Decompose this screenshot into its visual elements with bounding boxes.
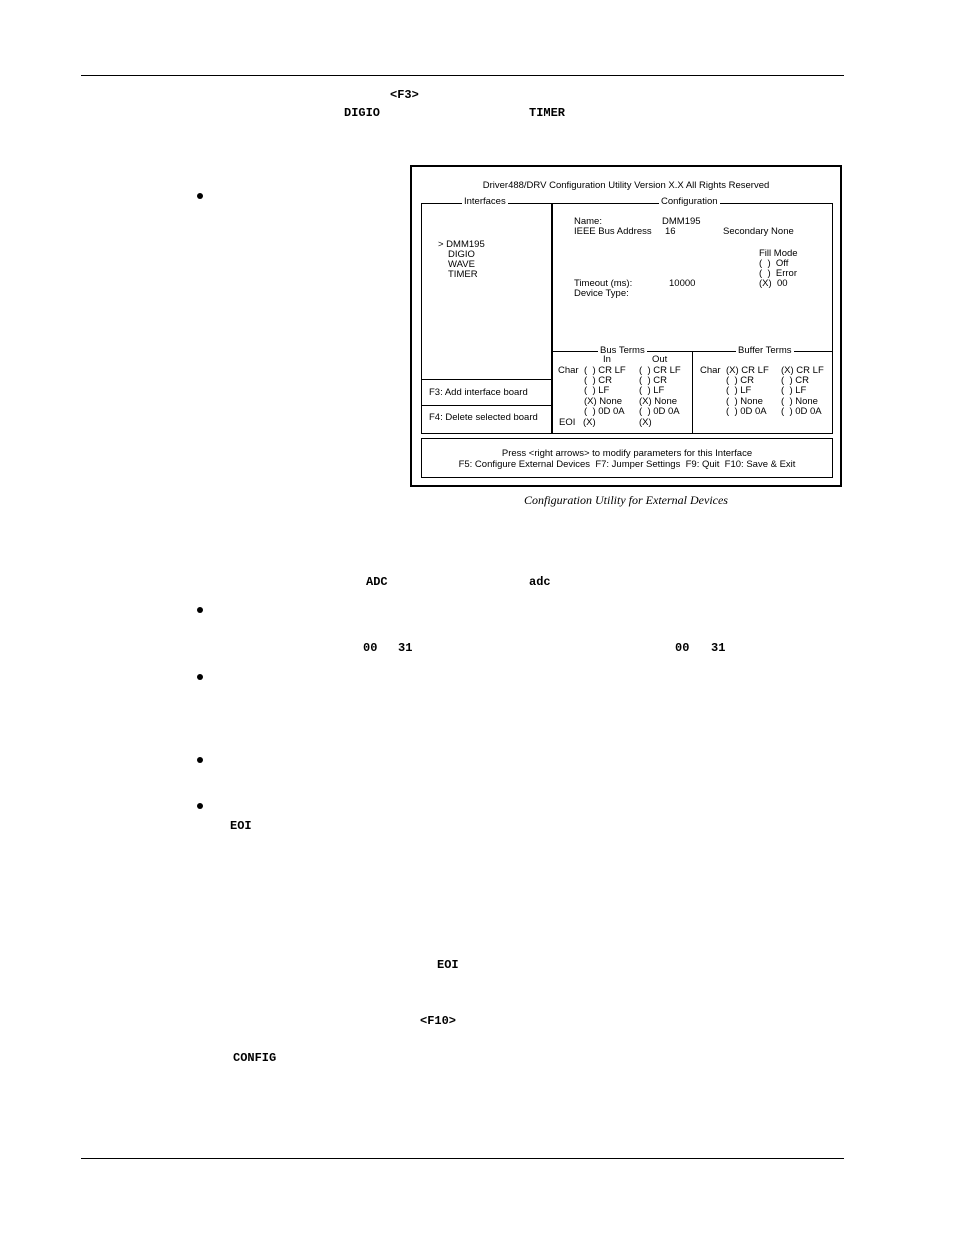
footer-function-keys[interactable]: F5: Configure External Devices F7: Jumper Settings F9: Quit F10: Save & Exit — [458, 459, 796, 470]
buffer-terms-legend: Buffer Terms — [738, 345, 792, 356]
bus-eoi-label: EOI — [559, 417, 576, 428]
buffer-out-0d0a[interactable]: ( ) 0D 0A — [781, 406, 822, 417]
code-eoi-1: EOI — [230, 819, 252, 833]
screen-title: Driver488/DRV Configuration Utility Version X.X All Rights Reserved — [482, 180, 770, 191]
config-utility-screen — [410, 165, 842, 487]
terms-divider — [692, 351, 693, 434]
buffer-terms-char-label: Char — [700, 365, 721, 376]
bullet — [197, 193, 203, 199]
bullet — [197, 803, 203, 809]
name-label: Name: — [574, 216, 602, 227]
buffer-out-lf[interactable]: ( ) LF — [781, 385, 807, 396]
bullet — [197, 674, 203, 680]
interface-item-digio[interactable]: DIGIO — [448, 249, 475, 260]
ieee-address-label: IEEE Bus Address — [574, 226, 652, 237]
bus-eoi-out[interactable]: (X) — [639, 417, 652, 428]
buffer-in-cr[interactable]: ( ) CR — [726, 375, 754, 386]
bus-in-0d0a[interactable]: ( ) 0D 0A — [584, 406, 625, 417]
bus-terms-out-label: Out — [652, 354, 668, 365]
buffer-in-lf[interactable]: ( ) LF — [726, 385, 752, 396]
bus-terms-in-label: In — [603, 354, 611, 365]
figure-caption: Configuration Utility for External Devices — [524, 493, 728, 507]
device-type-label: Device Type: — [574, 288, 629, 299]
buffer-in-none[interactable]: ( ) None — [726, 396, 763, 407]
bus-in-cr-lf[interactable]: ( ) CR LF — [584, 365, 626, 376]
fill-mode-error[interactable]: ( ) Error — [759, 268, 797, 279]
bus-out-cr[interactable]: ( ) CR — [639, 375, 667, 386]
footer-instruction: Press <right arrows> to modify parameters for this Interface — [501, 448, 753, 459]
interface-item-wave[interactable]: WAVE — [448, 259, 475, 270]
bus-out-none[interactable]: (X) None — [639, 396, 678, 407]
code-range-lo-2: 00 — [675, 641, 690, 655]
interfaces-panel — [421, 203, 553, 434]
code-timer: TIMER — [529, 106, 566, 120]
f4-delete-board-button[interactable]: F4: Delete selected board — [429, 412, 538, 423]
bus-in-lf[interactable]: ( ) LF — [584, 385, 610, 396]
bus-terms-legend: Bus Terms — [600, 345, 645, 356]
bus-terms-char-label: Char — [558, 365, 579, 376]
ieee-address-value[interactable]: 16 — [665, 226, 676, 237]
buffer-in-0d0a[interactable]: ( ) 0D 0A — [726, 406, 767, 417]
code-f10: <F10> — [420, 1014, 457, 1028]
name-value[interactable]: DMM195 — [662, 216, 701, 227]
fill-mode-off[interactable]: ( ) Off — [759, 258, 789, 269]
bus-in-cr[interactable]: ( ) CR — [584, 375, 612, 386]
bus-in-none[interactable]: (X) None — [584, 396, 623, 407]
buffer-out-cr-lf[interactable]: (X) CR LF — [781, 365, 824, 376]
bus-out-cr-lf[interactable]: ( ) CR LF — [639, 365, 681, 376]
timeout-value[interactable]: 10000 — [669, 278, 696, 289]
secondary-address[interactable]: Secondary None — [723, 226, 794, 237]
code-range-hi-2: 31 — [711, 641, 726, 655]
code-adc-lower: adc — [529, 575, 551, 589]
bullet — [197, 757, 203, 763]
code-config: CONFIG — [233, 1051, 277, 1065]
code-digio: DIGIO — [344, 106, 381, 120]
bus-out-0d0a[interactable]: ( ) 0D 0A — [639, 406, 680, 417]
interface-item-timer[interactable]: TIMER — [448, 269, 478, 280]
buffer-out-cr[interactable]: ( ) CR — [781, 375, 809, 386]
divider — [422, 379, 552, 380]
code-f3: <F3> — [390, 88, 419, 102]
bus-eoi-in[interactable]: (X) — [583, 417, 596, 428]
code-range-lo-1: 00 — [363, 641, 378, 655]
divider — [422, 405, 552, 406]
fill-mode-00[interactable]: (X) 00 — [759, 278, 788, 289]
buffer-out-none[interactable]: ( ) None — [781, 396, 818, 407]
code-range-hi-1: 31 — [398, 641, 413, 655]
buffer-in-cr-lf[interactable]: (X) CR LF — [726, 365, 769, 376]
interfaces-legend: Interfaces — [464, 196, 506, 207]
bus-out-lf[interactable]: ( ) LF — [639, 385, 665, 396]
header-rule — [81, 75, 844, 76]
screen-footer — [421, 438, 833, 478]
code-adc-upper: ADC — [366, 575, 388, 589]
footer-rule — [81, 1158, 844, 1159]
f3-add-board-button[interactable]: F3: Add interface board — [429, 387, 528, 398]
configuration-legend: Configuration — [661, 196, 718, 207]
timeout-label: Timeout (ms): — [574, 278, 633, 289]
code-eoi-2: EOI — [437, 958, 459, 972]
interface-item-dmm195[interactable]: > DMM195 — [438, 239, 485, 250]
bullet — [197, 607, 203, 613]
fill-mode-label: Fill Mode — [759, 248, 798, 259]
